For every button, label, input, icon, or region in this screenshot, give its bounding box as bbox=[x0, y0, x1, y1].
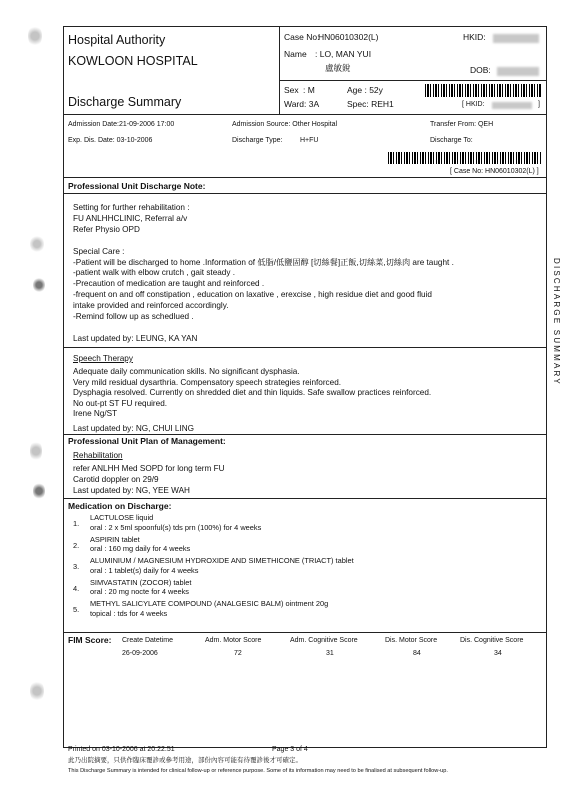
scan-smudge bbox=[30, 680, 44, 702]
fim-column-header: Dis. Motor Score bbox=[385, 637, 438, 644]
case-no-bracket: [ Case No: HN06010302(L) ] bbox=[450, 168, 539, 175]
medication-name: LACTULOSE liquid bbox=[90, 513, 154, 522]
dob-label: DOB: bbox=[470, 65, 491, 75]
patient-name: : LO, MAN YUI bbox=[315, 49, 372, 59]
pu-note-bottom-line bbox=[63, 347, 546, 348]
medication-dose: topical : tds for 4 weeks bbox=[90, 608, 168, 618]
text-line: -Remind follow up as schedlued . bbox=[73, 312, 194, 321]
patient-name-chinese: 盧敏銳 bbox=[325, 63, 351, 73]
header-row-line bbox=[279, 80, 546, 81]
plan-bottom-line bbox=[63, 498, 546, 499]
fim-value: 34 bbox=[494, 650, 502, 657]
medication-number: 4. bbox=[73, 583, 80, 593]
printed-on: Printed on 03-10-2006 at 20:22:51 bbox=[68, 746, 175, 753]
age: Age : 52y bbox=[347, 85, 383, 95]
chinese-disclaimer: 此乃出院摘要，只供作臨床覆診或參考用途，部份內容可能有待覆診後才可確定。 bbox=[68, 757, 302, 764]
medication-dose: oral : 160 mg daily for 4 weeks bbox=[90, 544, 191, 553]
side-label: DISCHARGE SUMMARY bbox=[552, 258, 561, 386]
scan-smudge bbox=[28, 25, 42, 47]
plan-title: Professional Unit Plan of Management: bbox=[68, 436, 226, 446]
fim-value: 72 bbox=[234, 650, 242, 657]
text-line: Very mild residual dysarthria. Compensatory speech strategies reinforced. bbox=[73, 377, 342, 387]
org-name: Hospital Authority bbox=[68, 33, 166, 47]
pu-note-title-line bbox=[63, 193, 546, 194]
fim-value: 26-09-2006 bbox=[122, 650, 158, 657]
fim-column-header: Adm. Motor Score bbox=[205, 637, 262, 644]
fim-column-header: Create Datetime bbox=[122, 637, 173, 644]
scan-smudge bbox=[30, 235, 44, 253]
discharge-type-value: H+FU bbox=[300, 137, 319, 144]
medication-number: 2. bbox=[73, 540, 80, 550]
medication-name: SIMVASTATIN (ZOCOR) tablet bbox=[90, 577, 192, 587]
discharge-type-label: Discharge Type: bbox=[232, 137, 283, 144]
text-line: FU ANLHHCLINIC, Referral a/v bbox=[73, 213, 188, 223]
name-label: Name bbox=[284, 49, 307, 59]
exp-dis-date: Exp. Dis. Date: 03-10-2006 bbox=[68, 137, 153, 144]
fim-value: 84 bbox=[413, 650, 421, 657]
pu-note-last-updated: Last updated by: LEUNG, KA YAN bbox=[73, 334, 198, 343]
text-line: -patient walk with elbow crutch , gait steady . bbox=[73, 268, 236, 278]
text-line: Special Care : bbox=[73, 246, 125, 256]
discharge-to: Discharge To: bbox=[430, 137, 473, 144]
hkid-label: HKID: bbox=[463, 32, 486, 42]
english-disclaimer: This Discharge Summary is intended for clinical follow-up or reference purpose. Some of its information may need to be finalised at subsequent follow-up. bbox=[68, 768, 448, 774]
scan-smudge bbox=[33, 277, 45, 293]
medication-name: ASPIRIN tablet bbox=[90, 534, 140, 544]
dob-redacted bbox=[497, 67, 539, 76]
scan-smudge bbox=[33, 482, 45, 500]
medication-number: 3. bbox=[73, 562, 80, 571]
text-line: -frequent on and off constipation , education on laxative , erexcise , high residue diet and good fluid bbox=[73, 290, 432, 300]
transfer-from: Transfer From: QEH bbox=[430, 121, 494, 128]
fim-title: FIM Score: bbox=[68, 635, 112, 645]
text-line: intake provided and reinforced accordingly. bbox=[73, 301, 229, 311]
text-line: Adequate daily communication skills. No significant dysphasia. bbox=[73, 367, 300, 376]
case-no-label: Case No: bbox=[284, 32, 320, 42]
specialty: Spec: REH1 bbox=[347, 99, 394, 109]
case-barcode bbox=[388, 152, 542, 164]
admission-date: Admission Date:21-09-2006 17:00 bbox=[68, 121, 175, 128]
speech-last-updated: Last updated by: NG, CHUI LING bbox=[73, 424, 195, 433]
text-line: Dysphagia resolved. Currently on shredded diet and thin liquids. Safe swallow practices reinforced. bbox=[73, 388, 432, 398]
text-line: Refer Physio OPD bbox=[73, 224, 140, 234]
medication-number: 5. bbox=[73, 605, 80, 614]
speech-therapy-title: Speech Therapy bbox=[73, 354, 133, 363]
header-bottom-line bbox=[63, 114, 546, 115]
medication-bottom-line bbox=[63, 632, 546, 633]
hkid-bracket-close: ] bbox=[538, 101, 540, 108]
plan-subtitle: Rehabilitation bbox=[73, 451, 123, 460]
medication-dose: oral : 20 mg nocte for 4 weeks bbox=[90, 587, 190, 596]
header-divider bbox=[279, 26, 280, 114]
text-line: Carotid doppler on 29/9 bbox=[73, 474, 159, 484]
plan-last-updated: Last updated by: NG, YEE WAH bbox=[73, 486, 190, 495]
speech-bottom-line bbox=[63, 434, 546, 435]
page-number: Page 3 of 4 bbox=[272, 746, 308, 753]
hkid-barcode bbox=[425, 84, 542, 97]
text-line: -Precaution of medication are taught and reinforced . bbox=[73, 279, 265, 289]
medication-number: 1. bbox=[73, 519, 80, 528]
medication-name: METHYL SALICYLATE COMPOUND (ANALGESIC BALM) ointment 20g bbox=[90, 599, 329, 608]
text-line: Setting for further rehabilitation : bbox=[73, 203, 190, 212]
medication-name: ALUMINIUM / MAGNESIUM HYDROXIDE AND SIMETHICONE (TRIACT) tablet bbox=[90, 556, 354, 565]
text-line: refer ANLHH Med SOPD for long term FU bbox=[73, 464, 225, 473]
admission-bottom-line bbox=[63, 177, 546, 178]
medication-dose: oral : 2 x 5ml spoonful(s) tds prn (100%) for 4 weeks bbox=[90, 522, 262, 532]
hkid-bracket-redacted bbox=[492, 102, 532, 109]
hkid-bracket: [ HKID: bbox=[462, 101, 485, 108]
fim-column-header: Dis. Cognitive Score bbox=[460, 637, 524, 644]
admission-source: Admission Source: Other Hospital bbox=[232, 121, 338, 128]
text-line: -Patient will be discharged to home .Information of 低脂/低鹽固醇 [切絲餐]正飯,切絲菜,切絲肉 are taught . bbox=[73, 257, 454, 267]
medication-title: Medication on Discharge: bbox=[68, 501, 172, 511]
doc-title: Discharge Summary bbox=[68, 95, 182, 109]
medication-dose: oral : 1 tablet(s) daily for 4 weeks bbox=[90, 565, 199, 575]
hospital-name: KOWLOON HOSPITAL bbox=[68, 54, 198, 68]
text-line: Irene Ng/ST bbox=[73, 409, 118, 419]
ward: Ward: 3A bbox=[284, 99, 320, 109]
text-line: No out-pt ST FU required. bbox=[73, 398, 168, 408]
fim-value: 31 bbox=[326, 650, 334, 657]
case-no: HN06010302(L) bbox=[318, 32, 379, 42]
scan-smudge bbox=[30, 440, 42, 462]
sex-value: : M bbox=[303, 85, 315, 95]
fim-column-header: Adm. Cognitive Score bbox=[290, 637, 358, 644]
sex-label: Sex bbox=[284, 85, 299, 95]
hkid-redacted bbox=[493, 34, 539, 43]
pu-note-title: Professional Unit Discharge Note: bbox=[68, 181, 206, 191]
